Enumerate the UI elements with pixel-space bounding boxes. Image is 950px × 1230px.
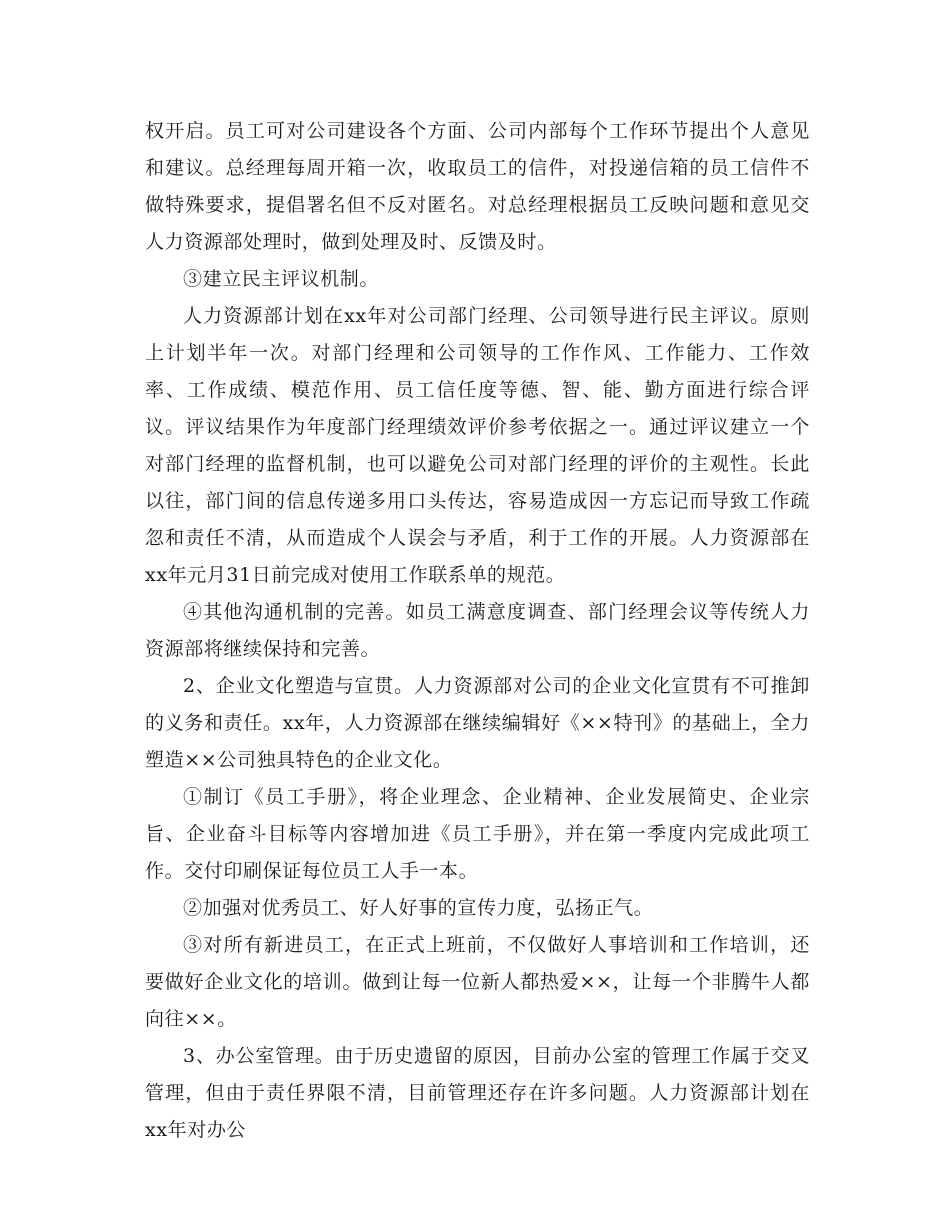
paragraph-employee-handbook: ①制订《员工手册》，将企业理念、企业精神、企业发展简史、企业宗旨、企业奋斗目标等内容增加进《员工手册》，并在第一季度内完成此项工作。交付印刷保证每位员工人手一本。	[145, 786, 810, 882]
paragraph-new-employee-training: ③对所有新进员工，在正式上班前，不仅做好人事培训和工作培训，还要做好企业文化的培训。做到让每一位新人都热爱××，让每一个非腾牛人都向往××。	[145, 934, 810, 1030]
paragraph-corporate-culture: 2、企业文化塑造与宣贯。人力资源部对公司的企业文化宣贯有不可推卸的义务和责任。xx年，人力资源部在继续编辑好《××特刊》的基础上，全力塑造××公司独具特色的企业文化。	[145, 675, 810, 771]
paragraph-heading-democratic-review: ③建立民主评议机制。	[183, 268, 380, 290]
document-body	[145, 113, 810, 1149]
paragraph-promotion: ②加强对优秀员工、好人好事的宣传力度，弘扬正气。	[183, 897, 654, 919]
paragraph-office-management: 3、办公室管理。由于历史遗留的原因，目前办公室的管理工作属于交叉管理，但由于责任界限不清，目前管理还存在许多问题。人力资源部计划在xx年对办公	[145, 1045, 810, 1141]
paragraph-other-mechanisms: ④其他沟通机制的完善。如员工满意度调查、部门经理会议等传统人力资源部将继续保持和完善。	[145, 601, 810, 660]
paragraph-democratic-review: 人力资源部计划在xx年对公司部门经理、公司领导进行民主评议。原则上计划半年一次。对部门经理和公司领导的工作作风、工作能力、工作效率、工作成绩、模范作用、员工信任度等德、智、能、勤方面进行综合评议。评议结果作为年度部门经理绩效评价参考依据之一。通过评议建立一个对部门经理的监督机制，也可以避免公司对部门经理的评价的主观性。长此以往，部门间的信息传递多用口头传达，容易造成因一方忘记而导致工作疏忽和责任不清，从而造成个人误会与矛盾，利于工作的开展。人力资源部在xx年元月31日前完成对使用工作联系单的规范。	[145, 305, 810, 586]
paragraph-suggestion-box: 权开启。员工可对公司建设各个方面、公司内部每个工作环节提出个人意见和建议。总经理每周开箱一次，收取员工的信件，对投递信箱的员工信件不做特殊要求，提倡署名但不反对匿名。对总经理根据员工反映问题和意见交人力资源部处理时，做到处理及时、反馈及时。	[145, 120, 810, 253]
